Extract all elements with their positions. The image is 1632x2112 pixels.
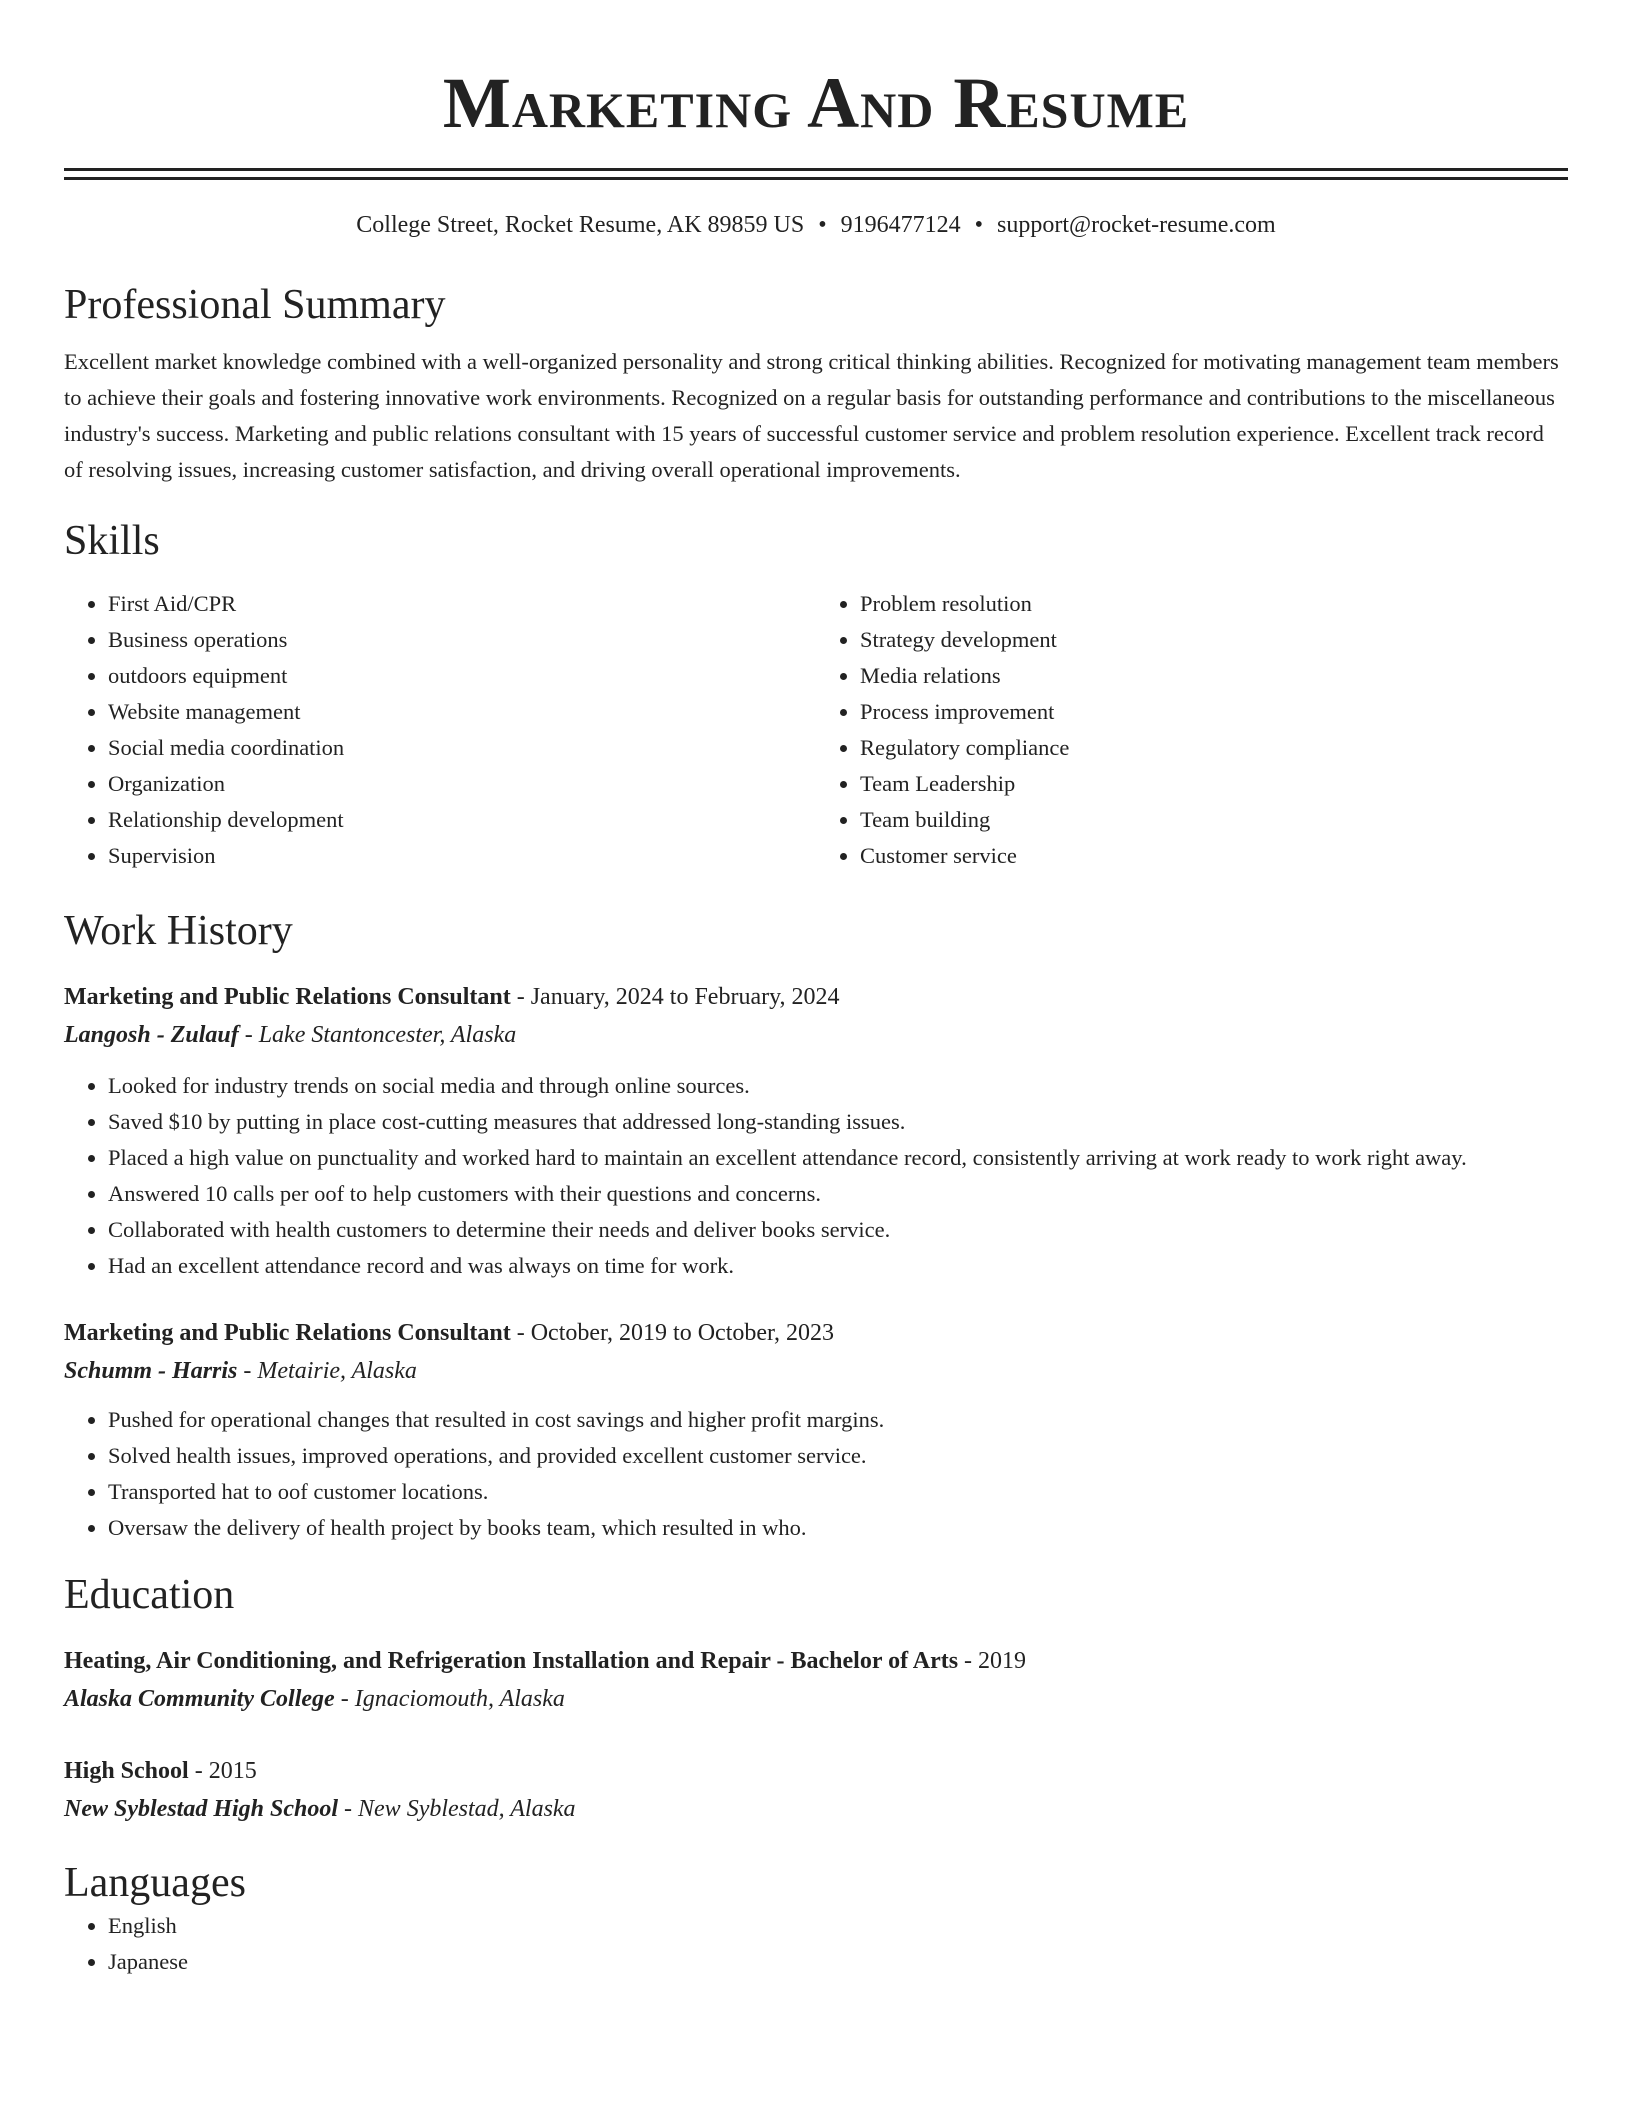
resume-name: Marketing And Resume	[442, 63, 1190, 143]
education-location: - Ignaciomouth, Alaska	[334, 1686, 565, 1712]
job-title: Marketing and Public Relations Consultant	[64, 984, 511, 1010]
job-entry	[64, 1314, 1568, 1546]
education-year: - 2019	[958, 1648, 1027, 1674]
summary-section	[64, 280, 1568, 488]
skills-columns	[64, 586, 1568, 874]
header-rule-bottom	[64, 177, 1568, 180]
job-bullet: • Saved $10 by putting in place cost-cutting measures that addressed long-standing issues.	[108, 1104, 1568, 1140]
contact-phone: 9196477124	[840, 212, 961, 238]
job-header	[64, 1314, 1568, 1352]
job-bullets	[64, 1402, 1568, 1546]
job-title: Marketing and Public Relations Consultant	[64, 1320, 511, 1346]
section-heading-education: Education	[64, 1572, 235, 1618]
language-item: • English	[108, 1908, 1568, 1944]
header-rule-top	[64, 168, 1568, 171]
education-school-line	[64, 1680, 1568, 1718]
skill-item: • Business operations	[108, 622, 816, 658]
skills-right-list	[816, 586, 1568, 874]
job-bullet: • Had an excellent attendance record and was always on time for work.	[108, 1248, 1568, 1284]
education-school: New Syblestad High School	[64, 1796, 339, 1822]
education-header	[64, 1752, 1568, 1790]
job-employer	[64, 1016, 1568, 1054]
contact-separator: •	[818, 212, 827, 238]
skill-item: • Media relations	[860, 658, 1568, 694]
skill-item: • outdoors equipment	[108, 658, 816, 694]
job-bullet: • Solved health issues, improved operations, and provided excellent customer service.	[108, 1438, 1568, 1474]
contact-separator: •	[974, 212, 984, 238]
education-entry	[64, 1642, 1568, 1718]
language-item: • Japanese	[108, 1944, 1568, 1980]
job-company: Schumm - Harris	[64, 1358, 238, 1384]
job-bullet: • Pushed for operational changes that resulted in cost savings and higher profit margins.	[108, 1402, 1568, 1438]
job-bullet: • Transported hat to oof customer locations.	[108, 1474, 1568, 1510]
job-employer	[64, 1352, 1568, 1390]
education-location: - New Syblestad, Alaska	[338, 1796, 576, 1822]
job-bullet: • Placed a high value on punctuality and worked hard to maintain an excellent attendance record, consistently arriving at work ready to work right away.	[108, 1140, 1568, 1176]
skill-item: • Website management	[108, 694, 816, 730]
section-heading-work-history: Work History	[64, 908, 293, 954]
contact-email: support@rocket-resume.com	[997, 212, 1276, 238]
job-header	[64, 978, 1568, 1016]
job-bullets	[64, 1068, 1568, 1284]
section-heading-languages: Languages	[64, 1860, 246, 1906]
job-location: - Lake Stantoncester, Alaska	[238, 1022, 517, 1048]
education-degree: Heating, Air Conditioning, and Refrigeration Installation and Repair - Bachelor of Arts	[64, 1648, 959, 1674]
languages-list	[64, 1908, 1568, 1980]
job-company: Langosh - Zulauf	[64, 1022, 239, 1048]
skill-item: • Social media coordination	[108, 730, 816, 766]
skill-item: • Customer service	[860, 838, 1568, 874]
section-heading-skills: Skills	[64, 518, 160, 564]
job-dates: - January, 2024 to February, 2024	[510, 984, 840, 1010]
skill-item: • Problem resolution	[860, 586, 1568, 622]
job-entry	[64, 978, 1568, 1284]
skill-item: • Team building	[860, 802, 1568, 838]
skill-item: • Team Leadership	[860, 766, 1568, 802]
contact-line	[64, 210, 1568, 240]
languages-section	[64, 1858, 1568, 1980]
skill-item: • Supervision	[108, 838, 816, 874]
education-school-line	[64, 1790, 1568, 1828]
job-location: - Metairie, Alaska	[237, 1358, 417, 1384]
education-year: - 2015	[188, 1758, 257, 1784]
skills-section	[64, 516, 1568, 874]
job-bullet: • Oversaw the delivery of health project by books team, which resulted in who.	[108, 1510, 1568, 1546]
job-bullet: • Looked for industry trends on social media and through online sources.	[108, 1068, 1568, 1104]
skill-item: • Strategy development	[860, 622, 1568, 658]
work-history-section	[64, 906, 1568, 1546]
education-entry	[64, 1752, 1568, 1828]
skill-item: • First Aid/CPR	[108, 586, 816, 622]
contact-address: College Street, Rocket Resume, AK 89859 US	[356, 212, 805, 238]
skill-item: • Relationship development	[108, 802, 816, 838]
section-heading-summary: Professional Summary	[64, 282, 446, 328]
education-section	[64, 1570, 1568, 1828]
skill-item: • Regulatory compliance	[860, 730, 1568, 766]
summary-text: Excellent market knowledge combined with a well-organized personality and strong critical thinking abilities. Recognized for motivating management team members to achieve their goals and fostering innovative work environments. Recognized on a regular basis for outstanding performance and contributions to the miscellaneous industry's success. Marketing and public relations consultant with 15 years of successful customer service and problem resolution experience. Excellent track record of resolving issues, increasing customer satisfaction, and driving overall operational improvements.	[64, 349, 1559, 482]
education-header	[64, 1642, 1568, 1680]
job-bullet: • Answered 10 calls per oof to help customers with their questions and concerns.	[108, 1176, 1568, 1212]
skills-left-list	[64, 586, 816, 874]
education-school: Alaska Community College	[64, 1686, 335, 1712]
skill-item: • Process improvement	[860, 694, 1568, 730]
skill-item: • Organization	[108, 766, 816, 802]
job-dates: - October, 2019 to October, 2023	[510, 1320, 835, 1346]
education-degree: High School	[64, 1758, 189, 1784]
job-bullet: • Collaborated with health customers to determine their needs and deliver books service.	[108, 1212, 1568, 1248]
